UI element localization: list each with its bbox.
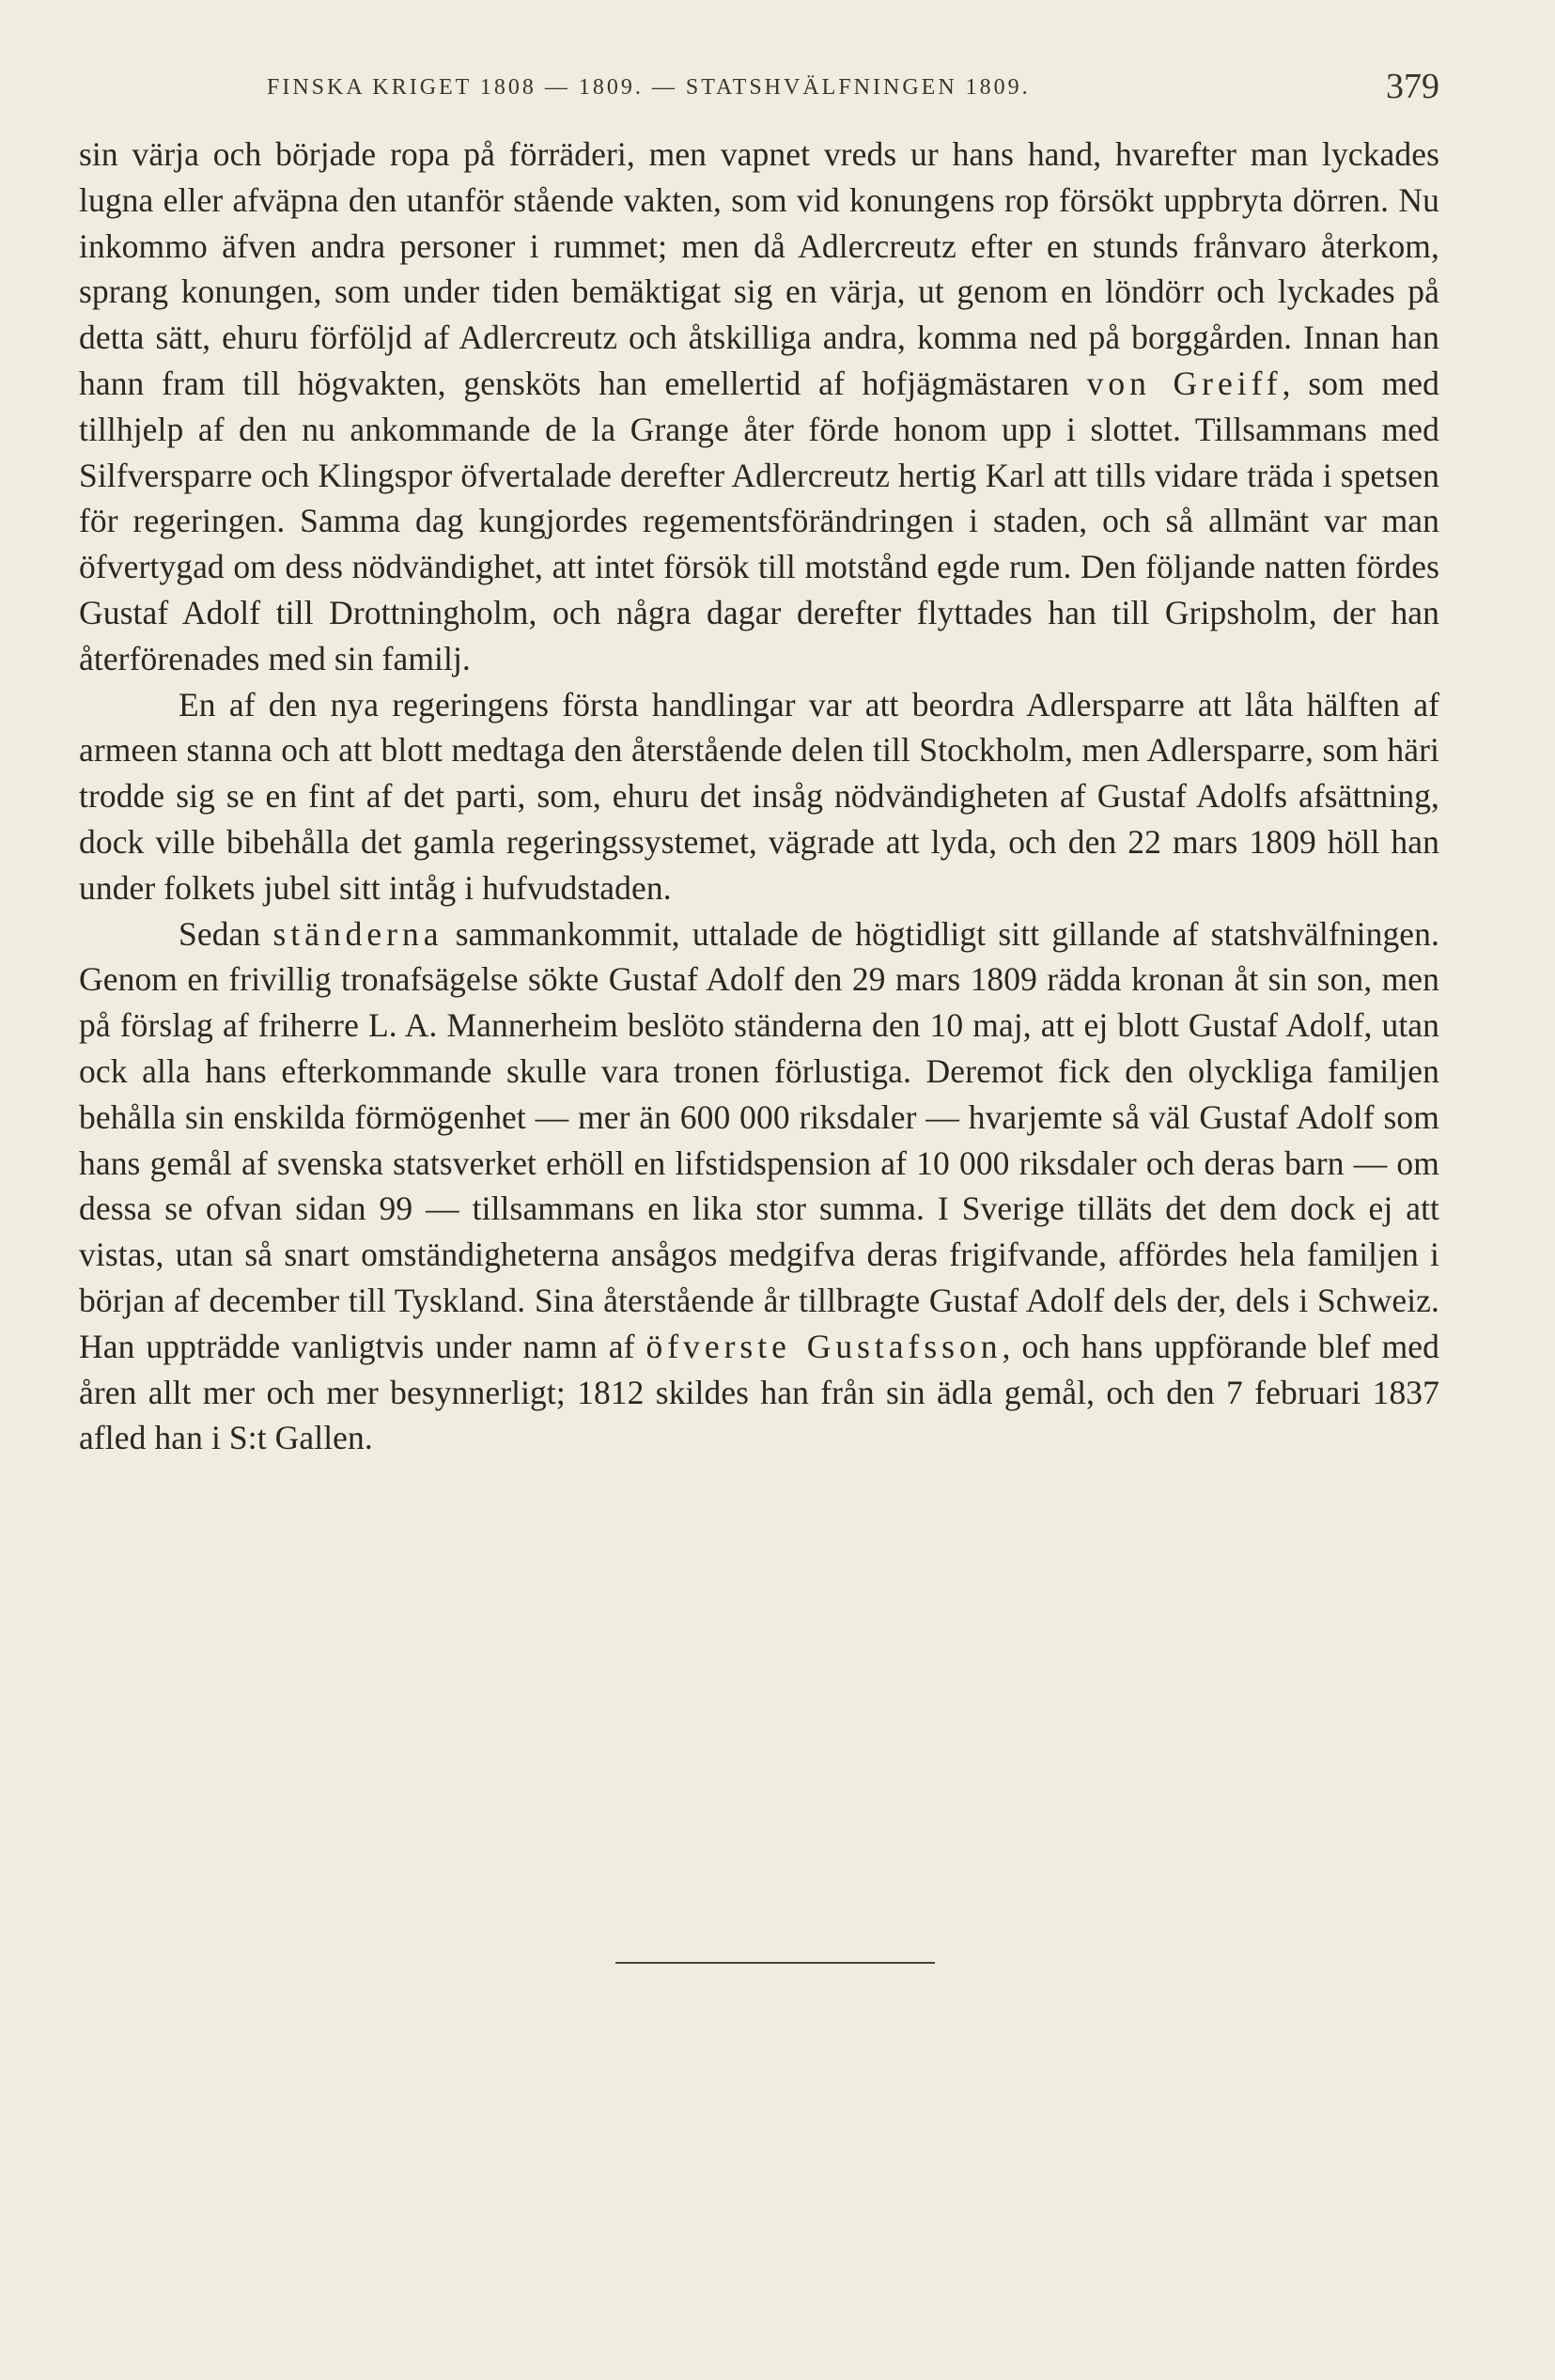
body-text bbox=[79, 132, 1439, 1461]
page-number: 379 bbox=[1386, 67, 1439, 106]
page-header bbox=[79, 60, 1439, 120]
text-run: , och hans uppförande blef med åren allt mer och mer besynnerligt; 1812 skildes han från sin ädla gemål, och den 7 februari 1837 afled han i S:t Gallen. bbox=[79, 1327, 1440, 1457]
text-run: sin värja och började ropa på förräderi, men vapnet vreds ur hans hand, hvarefter man lyckades lugna eller afväpna den utanför stående vakten, som vid konungens rop försökt uppbryta dörren. Nu inkommo äfven andra personer i rummet; men då Adlercreutz efter en stunds frånvaro återkom, sprang konungen, som under tiden bemäktigat sig en värja, ut genom en löndörr och lyckades på detta sätt, ehuru förföljd af Adlercreutz och åtskilliga andra, komma ned på borggården. Innan han hann fram till högvakten, gensköts han emellertid af hofjägmästaren bbox=[79, 135, 1439, 402]
text-run: Sedan bbox=[179, 914, 273, 953]
paragraph bbox=[79, 132, 1439, 682]
spaced-name: ständerna bbox=[272, 914, 443, 953]
text-run: En af den nya regeringens första handlingar var att beordra Adlersparre att låta hälften af armeen stanna och att blott medtaga den återstående delen till Stockholm, men Adlersparre, som häri trodde sig se en fint af det parti, som, ehuru det insåg nödvändigheten af Gustaf Adolfs afsättning, dock ville bibehålla det gamla regeringssystemet, vägrade att lyda, och den 22 mars 1809 höll han under folkets jubel sitt intåg i hufvudstaden. bbox=[79, 685, 1439, 907]
spaced-name: von Greiff bbox=[1086, 364, 1283, 402]
paragraph bbox=[79, 911, 1439, 1462]
text-run: , som med tillhjelp af den nu ankommande de la Grange åter förde honom upp i slottet. Tillsammans med Silfversparre och Klingspor öfvertalade derefter Adlercreutz hertig Karl att tills vidare träda i spetsen för regeringen. Samma dag kungjordes regementsförändringen i staden, och så allmänt var man öfvertygad om dess nödvändighet, att intet försök till motstånd egde rum. Den följande natten fördes Gustaf Adolf till Drottningholm, och några dagar derefter flyttades han till Gripsholm, der han återförenades med sin familj. bbox=[79, 364, 1439, 677]
end-rule bbox=[615, 1962, 935, 1964]
running-title: FINSKA KRIGET 1808 — 1809. — STATSHVÄLFNINGEN 1809. bbox=[267, 75, 1031, 100]
spaced-name: öfverste Gustafsson bbox=[645, 1327, 1003, 1365]
text-run: sammankommit, uttalade de högtidligt sitt gillande af statshvälfningen. Genom en frivillig tronafsägelse sökte Gustaf Adolf den 29 mars 1809 rädda kronan åt sin son, men på förslag af friherre L. A. Mannerheim beslöto ständerna den 10 maj, att ej blott Gustaf Adolf, utan ock alla hans efterkommande skulle vara tronen förlustiga. Deremot fick den olyckliga familjen behålla sin enskilda förmögenhet — mer än 600 000 riksdaler — hvarjemte så väl Gustaf Adolf som hans gemål af svenska statsverket erhöll en lifstidspension af 10 000 riksdaler och deras barn — om dessa se ofvan sidan 99 — tillsammans en lika stor summa. I Sverige tilläts det dem dock ej att vistas, utan så snart omständigheterna ansågos medgifva deras frigifvande, affördes hela familjen i början af december till Tyskland. Sina återstående år tillbragte Gustaf Adolf dels der, dels i Schweiz. Han uppträdde vanligtvis under namn af bbox=[79, 914, 1439, 1365]
paragraph bbox=[79, 682, 1439, 911]
